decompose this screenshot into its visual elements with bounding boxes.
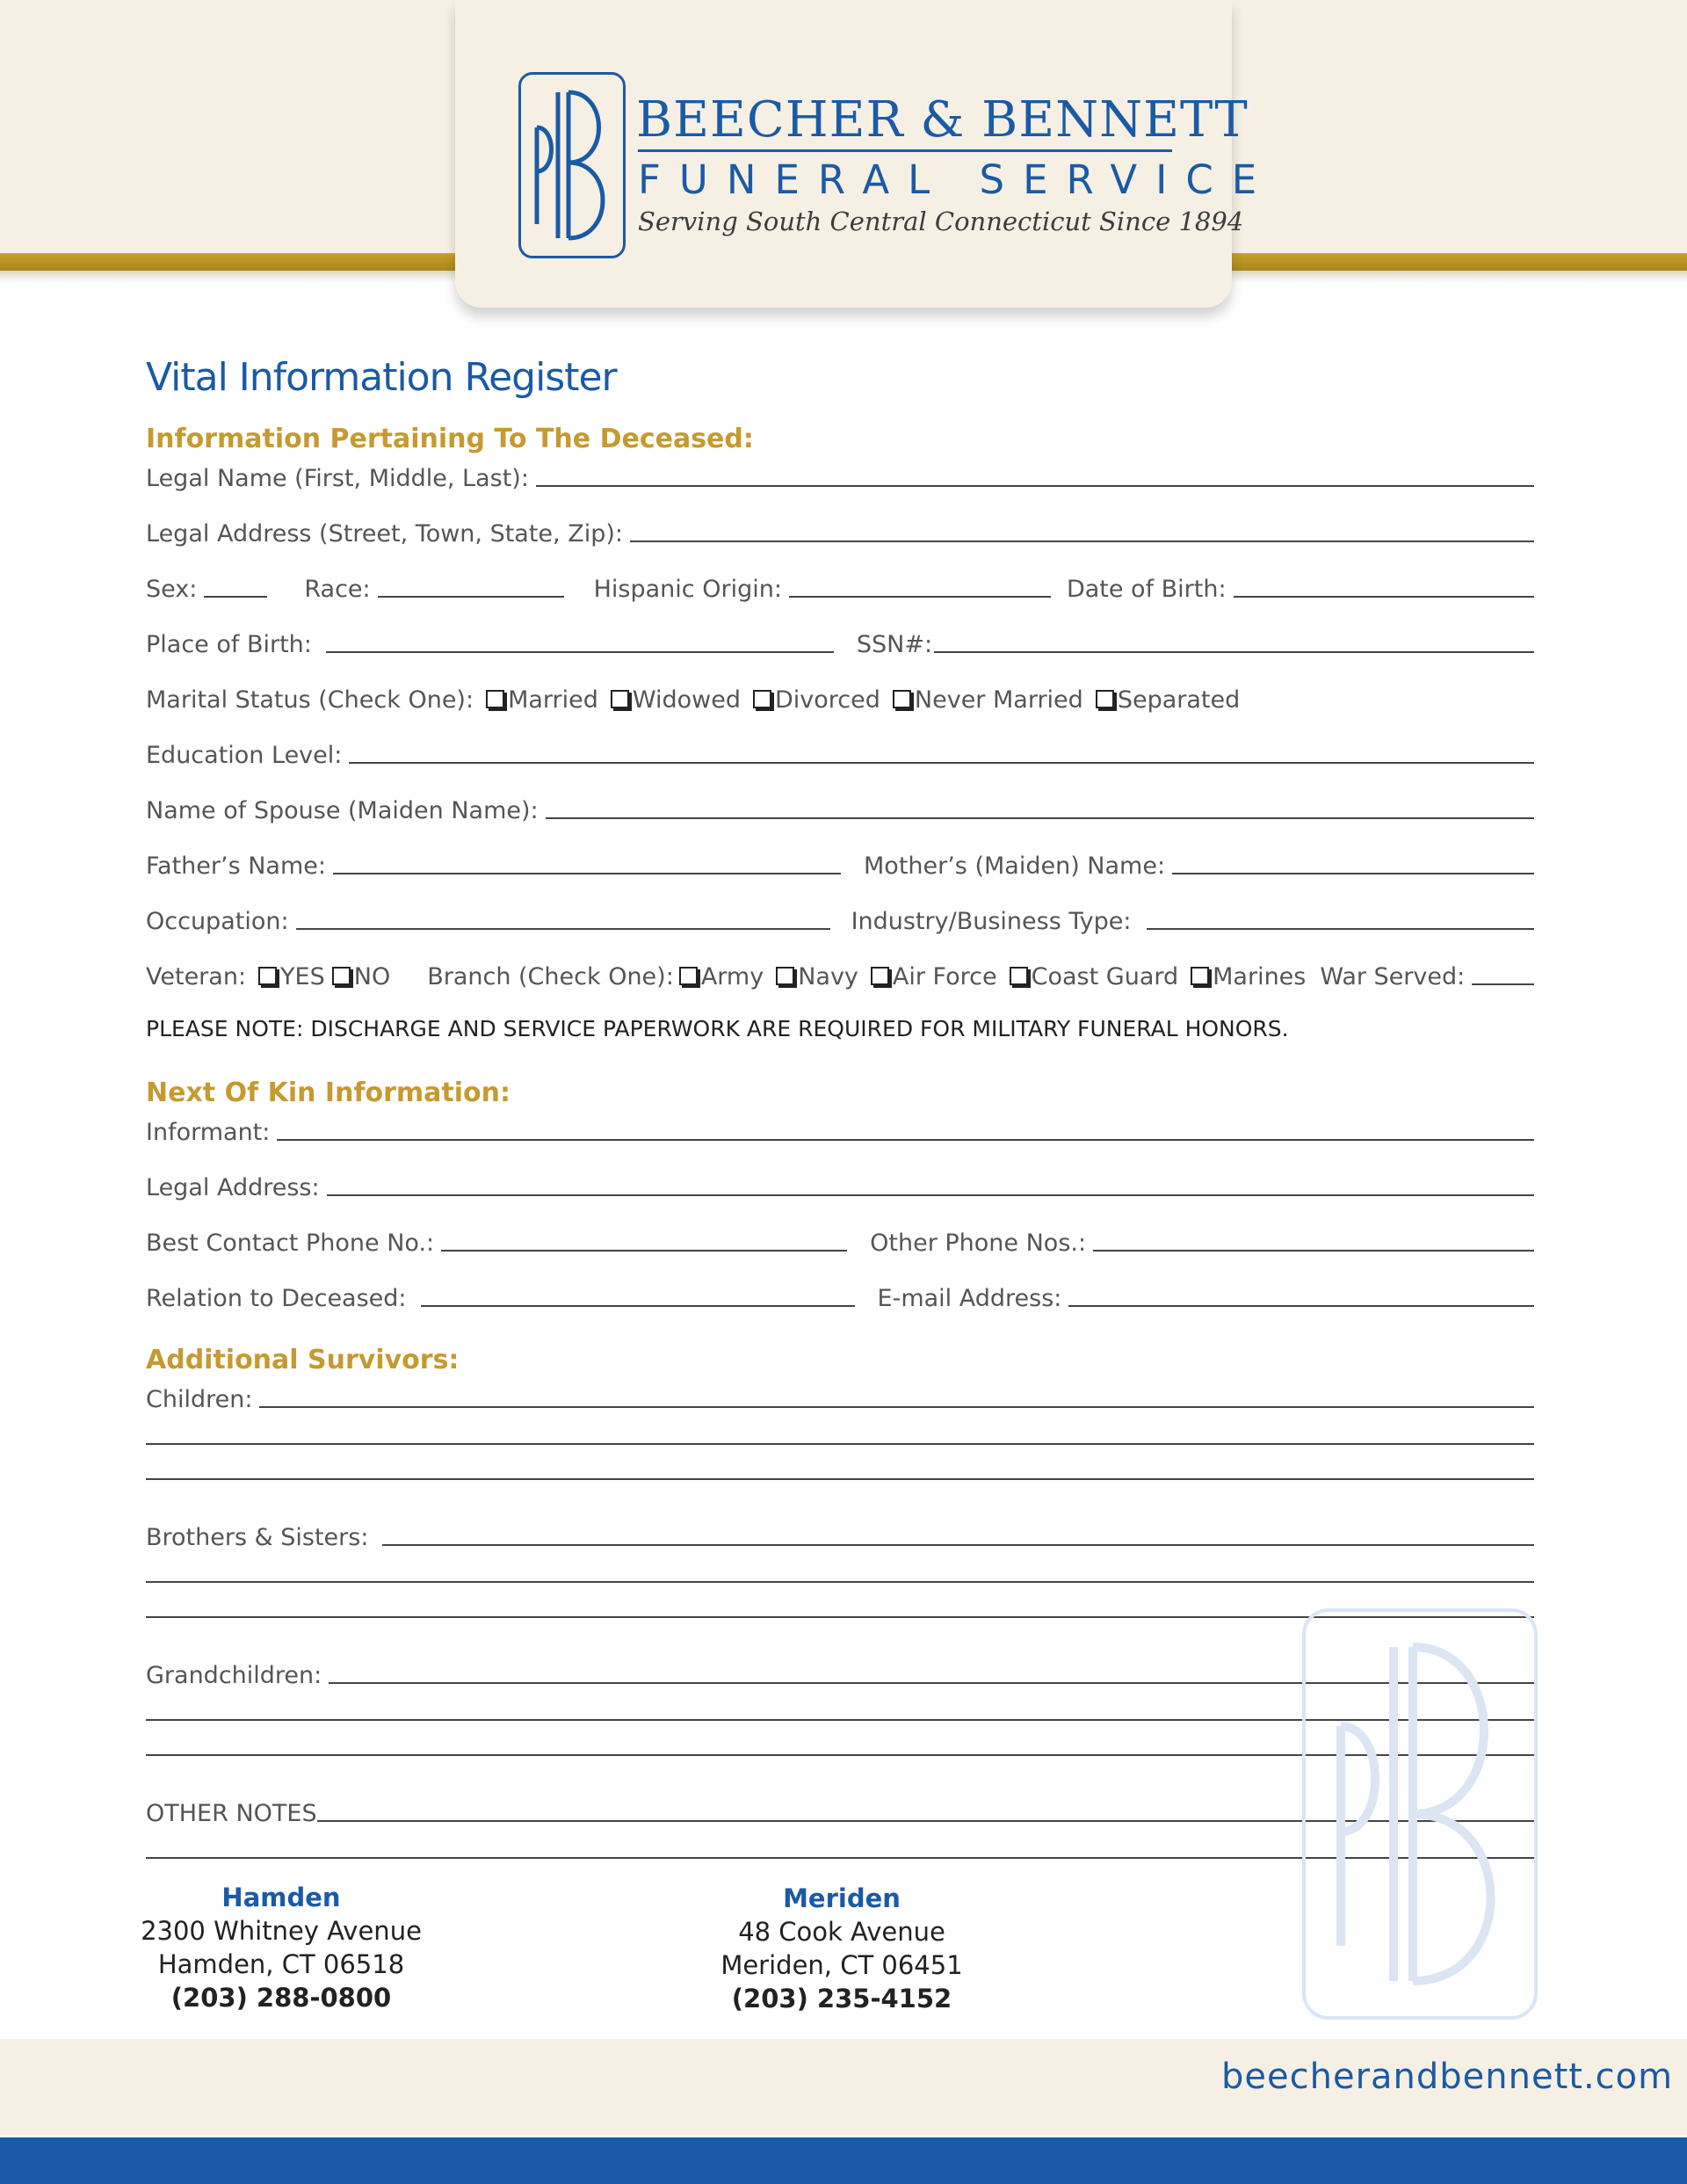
row-legal-name: [146, 457, 1534, 492]
checkbox-married[interactable]: Married: [486, 686, 598, 714]
office-city: Hamden: [221, 1883, 341, 1912]
checkbox-veteran-no[interactable]: NO: [332, 963, 390, 990]
bb-watermark-icon: [1306, 1612, 1534, 2016]
input-email[interactable]: [1068, 1305, 1534, 1307]
label-children: Children:: [146, 1386, 253, 1413]
label-other-phone: Other Phone Nos.:: [870, 1230, 1087, 1257]
office-street: 2300 Whitney Avenue: [141, 1916, 422, 1946]
row-parents: [146, 845, 1534, 880]
label-veteran: Veteran:: [146, 963, 247, 990]
input-spouse-name[interactable]: [546, 817, 1534, 819]
label-industry: Industry/Business Type:: [851, 908, 1132, 935]
label-marital-status: Marital Status (Check One):: [146, 686, 474, 714]
bb-watermark: [1302, 1608, 1538, 2020]
checkbox-icon: [679, 967, 698, 985]
row-children: [146, 1378, 1534, 1413]
section-heading-next-of-kin: Next Of Kin Information:: [146, 1077, 510, 1108]
label-kin-legal-address: Legal Address:: [146, 1174, 320, 1201]
brand-divider: [638, 149, 1172, 152]
label-date-of-birth: Date of Birth:: [1066, 576, 1227, 603]
checkbox-icon: [258, 967, 277, 985]
bb-monogram-logo: [518, 72, 626, 258]
input-hispanic-origin[interactable]: [789, 596, 1051, 598]
military-honors-note: PLEASE NOTE: DISCHARGE AND SERVICE PAPERWORK ARE REQUIRED FOR MILITARY FUNERAL HONORS.: [146, 1016, 1289, 1041]
input-date-of-birth[interactable]: [1234, 596, 1534, 598]
input-children-line-2[interactable]: [146, 1443, 1534, 1445]
label-occupation: Occupation:: [146, 908, 289, 935]
office-phone: (203) 288-0800: [170, 1983, 392, 2013]
input-legal-name[interactable]: [536, 485, 1534, 487]
input-relation[interactable]: [421, 1305, 855, 1307]
office-street: 48 Cook Avenue: [738, 1917, 945, 1947]
input-best-phone[interactable]: [441, 1250, 847, 1252]
row-phones: [146, 1222, 1534, 1257]
label-war-served: War Served:: [1320, 963, 1466, 990]
brand-tagline: Serving South Central Connecticut Since 1894: [638, 207, 1244, 236]
label-informant: Informant:: [146, 1119, 271, 1146]
office-citystatezip: Hamden, CT 06518: [157, 1949, 405, 1979]
bb-monogram-icon: [521, 75, 623, 256]
checkbox-coast-guard[interactable]: Coast Guard: [1010, 963, 1179, 990]
label-grandchildren: Grandchildren:: [146, 1662, 322, 1689]
checkbox-icon: [332, 967, 351, 985]
row-kin-address: [146, 1166, 1534, 1201]
label-sex: Sex:: [146, 576, 198, 603]
checkbox-separated[interactable]: Separated: [1096, 686, 1240, 714]
label-siblings: Brothers & Sisters:: [146, 1524, 369, 1551]
input-industry[interactable]: [1147, 928, 1534, 930]
input-mother-name[interactable]: [1172, 873, 1534, 874]
checkbox-marines[interactable]: Marines: [1191, 963, 1306, 990]
input-occupation[interactable]: [296, 928, 830, 930]
section-heading-survivors: Additional Survivors:: [146, 1345, 460, 1375]
label-ssn: SSN#:: [856, 631, 933, 658]
label-legal-name: Legal Name (First, Middle, Last):: [146, 465, 529, 492]
website-link[interactable]: beecherandbennett.com: [1221, 2057, 1674, 2097]
checkbox-never-married[interactable]: Never Married: [893, 686, 1083, 714]
checkbox-icon: [1010, 967, 1028, 985]
label-hispanic-origin: Hispanic Origin:: [593, 576, 782, 603]
row-birth-ssn: [146, 623, 1534, 658]
checkbox-air-force[interactable]: Air Force: [871, 963, 997, 990]
row-veteran: [146, 955, 1534, 990]
label-place-of-birth: Place of Birth:: [146, 631, 312, 658]
checkbox-icon: [611, 690, 629, 708]
row-legal-address: [146, 512, 1534, 548]
checkbox-icon: [753, 690, 771, 708]
input-ssn[interactable]: [934, 651, 1534, 653]
checkbox-icon: [893, 690, 911, 708]
input-siblings-line-2[interactable]: [146, 1581, 1534, 1583]
office-city: Meriden: [783, 1883, 901, 1913]
input-informant[interactable]: [277, 1139, 1534, 1141]
input-kin-legal-address[interactable]: [327, 1194, 1534, 1196]
input-war-served[interactable]: [1472, 983, 1534, 985]
input-children[interactable]: [259, 1406, 1534, 1408]
row-occupation: [146, 900, 1534, 935]
input-father-name[interactable]: [333, 873, 841, 874]
form-title: Vital Information Register: [146, 355, 617, 400]
footer-blue-stripe: [0, 2137, 1687, 2184]
label-father-name: Father’s Name:: [146, 853, 326, 880]
input-siblings[interactable]: [382, 1544, 1534, 1546]
input-other-phone[interactable]: [1093, 1250, 1534, 1252]
office-phone: (203) 235-4152: [731, 1984, 952, 2013]
label-best-phone: Best Contact Phone No.:: [146, 1230, 435, 1257]
row-demographics: [146, 568, 1534, 603]
label-race: Race:: [304, 576, 371, 603]
row-relation-email: [146, 1277, 1534, 1312]
checkbox-icon: [486, 690, 504, 708]
office-citystatezip: Meriden, CT 06451: [720, 1950, 963, 1980]
checkbox-navy[interactable]: Navy: [776, 963, 858, 990]
brand-name: BEECHER & BENNETT: [636, 91, 1249, 149]
checkbox-icon: [1191, 967, 1209, 985]
checkbox-army[interactable]: Army: [679, 963, 764, 990]
office-hamden: [97, 1881, 466, 2014]
label-spouse-name: Name of Spouse (Maiden Name):: [146, 797, 539, 824]
row-marital-status: [146, 678, 1534, 714]
label-legal-address: Legal Address (Street, Town, State, Zip):: [146, 520, 623, 548]
row-informant: [146, 1111, 1534, 1146]
input-legal-address[interactable]: [630, 541, 1534, 542]
input-place-of-birth[interactable]: [326, 651, 834, 653]
label-mother-name: Mother’s (Maiden) Name:: [864, 853, 1166, 880]
label-email: E-mail Address:: [877, 1285, 1062, 1312]
row-spouse: [146, 789, 1534, 824]
checkbox-widowed[interactable]: Widowed: [611, 686, 741, 714]
checkbox-divorced[interactable]: Divorced: [753, 686, 880, 714]
row-siblings: [146, 1516, 1534, 1551]
label-branch: Branch (Check One):: [427, 963, 674, 990]
section-heading-deceased: Information Pertaining To The Deceased:: [146, 424, 754, 454]
label-relation: Relation to Deceased:: [146, 1285, 407, 1312]
input-race[interactable]: [378, 596, 564, 598]
input-children-line-3[interactable]: [146, 1478, 1534, 1480]
label-other-notes: OTHER NOTES: [146, 1800, 317, 1827]
input-education-level[interactable]: [349, 762, 1534, 764]
checkbox-icon: [1096, 690, 1114, 708]
checkbox-icon: [776, 967, 794, 985]
label-education-level: Education Level:: [146, 742, 343, 769]
input-sex[interactable]: [204, 596, 267, 598]
checkbox-veteran-yes[interactable]: YES: [258, 963, 325, 990]
office-meriden: [657, 1882, 1026, 2015]
checkbox-icon: [871, 967, 889, 985]
brand-service: FUNERAL SERVICE: [638, 156, 1276, 203]
row-education: [146, 734, 1534, 769]
